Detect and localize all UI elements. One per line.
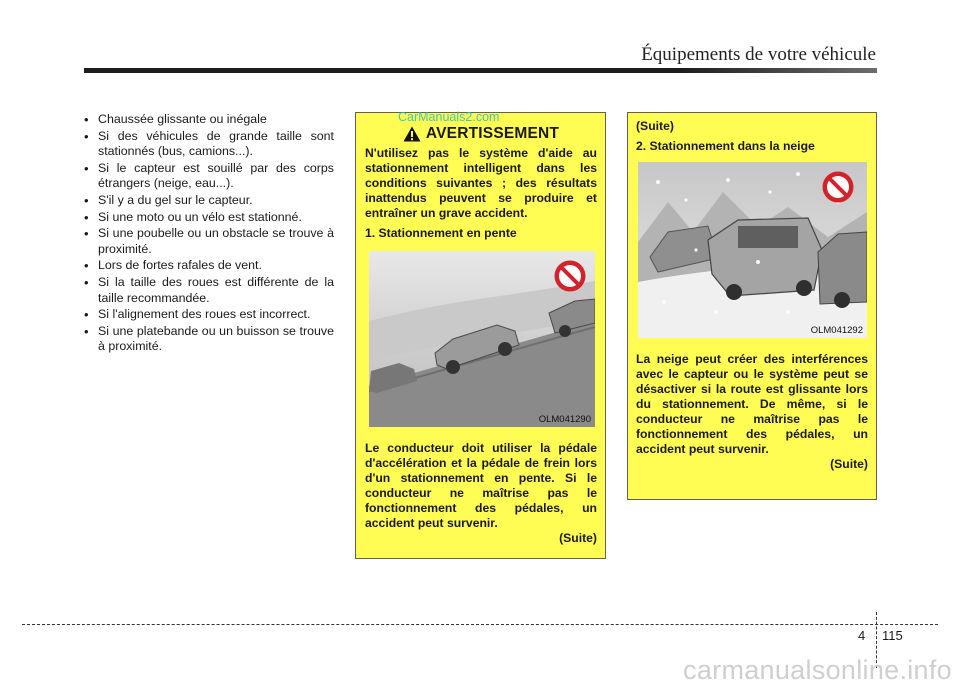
- warning-box: [355, 112, 606, 559]
- warning-intro: N'utilisez pas le système d'aide au stationnement intelligent dans les conditions suivantes ; des résultats inattendus peuvent se produire et entraîner un grave accident.: [365, 146, 597, 220]
- figure-code: OLM041292: [810, 325, 863, 336]
- section-snow-text: La neige peut créer des interférences avec le capteur ou le système peut se désactiver si la route est glissante lors du stationnement. De même, si le conducteur ne maîtrise pas le fonctionnement des pédales, un accident peut survenir.: [636, 352, 868, 456]
- list-item: • Si l'alignement des roues est incorrect.: [84, 307, 334, 323]
- figure-code: OLM041290: [538, 414, 591, 425]
- source-watermark: CarManuals2.com: [398, 110, 500, 124]
- list-item: • Si une poubelle ou un obstacle se trouve à proximité.: [84, 226, 334, 257]
- list-item: • S'il y a du gel sur le capteur.: [84, 193, 334, 209]
- spacer: [636, 338, 868, 352]
- page-number: 115: [882, 628, 903, 643]
- site-watermark: carmanualsonline.info: [683, 655, 952, 685]
- list-item: • Si une platebande ou un buisson se trouve à proximité.: [84, 324, 334, 355]
- footer-rule: [22, 624, 938, 625]
- list-item: • Chaussée glissante ou inégale: [84, 112, 334, 128]
- conditions-list: [84, 112, 334, 356]
- list-item: • Si une moto ou un vélo est stationné.: [84, 210, 334, 226]
- section-slope-text: Le conducteur doit utiliser la pédale d'accélération et la pédale de frein lors d'un stationnement en pente. Si le conducteur ne maîtrise pas le fonctionnement des pédales, un accident peut survenir.: [365, 441, 597, 530]
- chapter-number: 4: [858, 628, 866, 643]
- prohibited-sign-icon: [821, 170, 855, 204]
- warning-continued-box: [627, 112, 877, 500]
- snow-parking-illustration: [638, 162, 867, 338]
- warning-triangle-icon: [403, 126, 421, 142]
- slope-parking-illustration: [369, 251, 595, 427]
- section-slope-title: 1. Stationnement en pente: [365, 226, 517, 240]
- header-rule: [84, 68, 877, 73]
- section-snow-title: 2. Stationnement dans la neige: [636, 139, 815, 153]
- warning-header: [365, 125, 597, 143]
- warning-title: AVERTISSEMENT: [425, 125, 560, 142]
- list-item: • Si le capteur est souillé par des corps étrangers (neige, eau...).: [84, 161, 334, 192]
- section-title: Équipements de votre véhicule: [641, 44, 876, 65]
- list-item: • Si la taille des roues est différente de la taille recommandée.: [84, 275, 334, 306]
- list-item: • Si des véhicules de grande taille sont stationnés (bus, camions...).: [84, 129, 334, 160]
- continued-label: (Suite): [830, 457, 868, 471]
- continued-label-top: (Suite): [636, 119, 674, 133]
- continued-label: (Suite): [559, 531, 597, 545]
- list-item: • Lors de fortes rafales de vent.: [84, 258, 334, 274]
- spacer: [365, 427, 597, 441]
- prohibited-sign-icon: [553, 259, 587, 293]
